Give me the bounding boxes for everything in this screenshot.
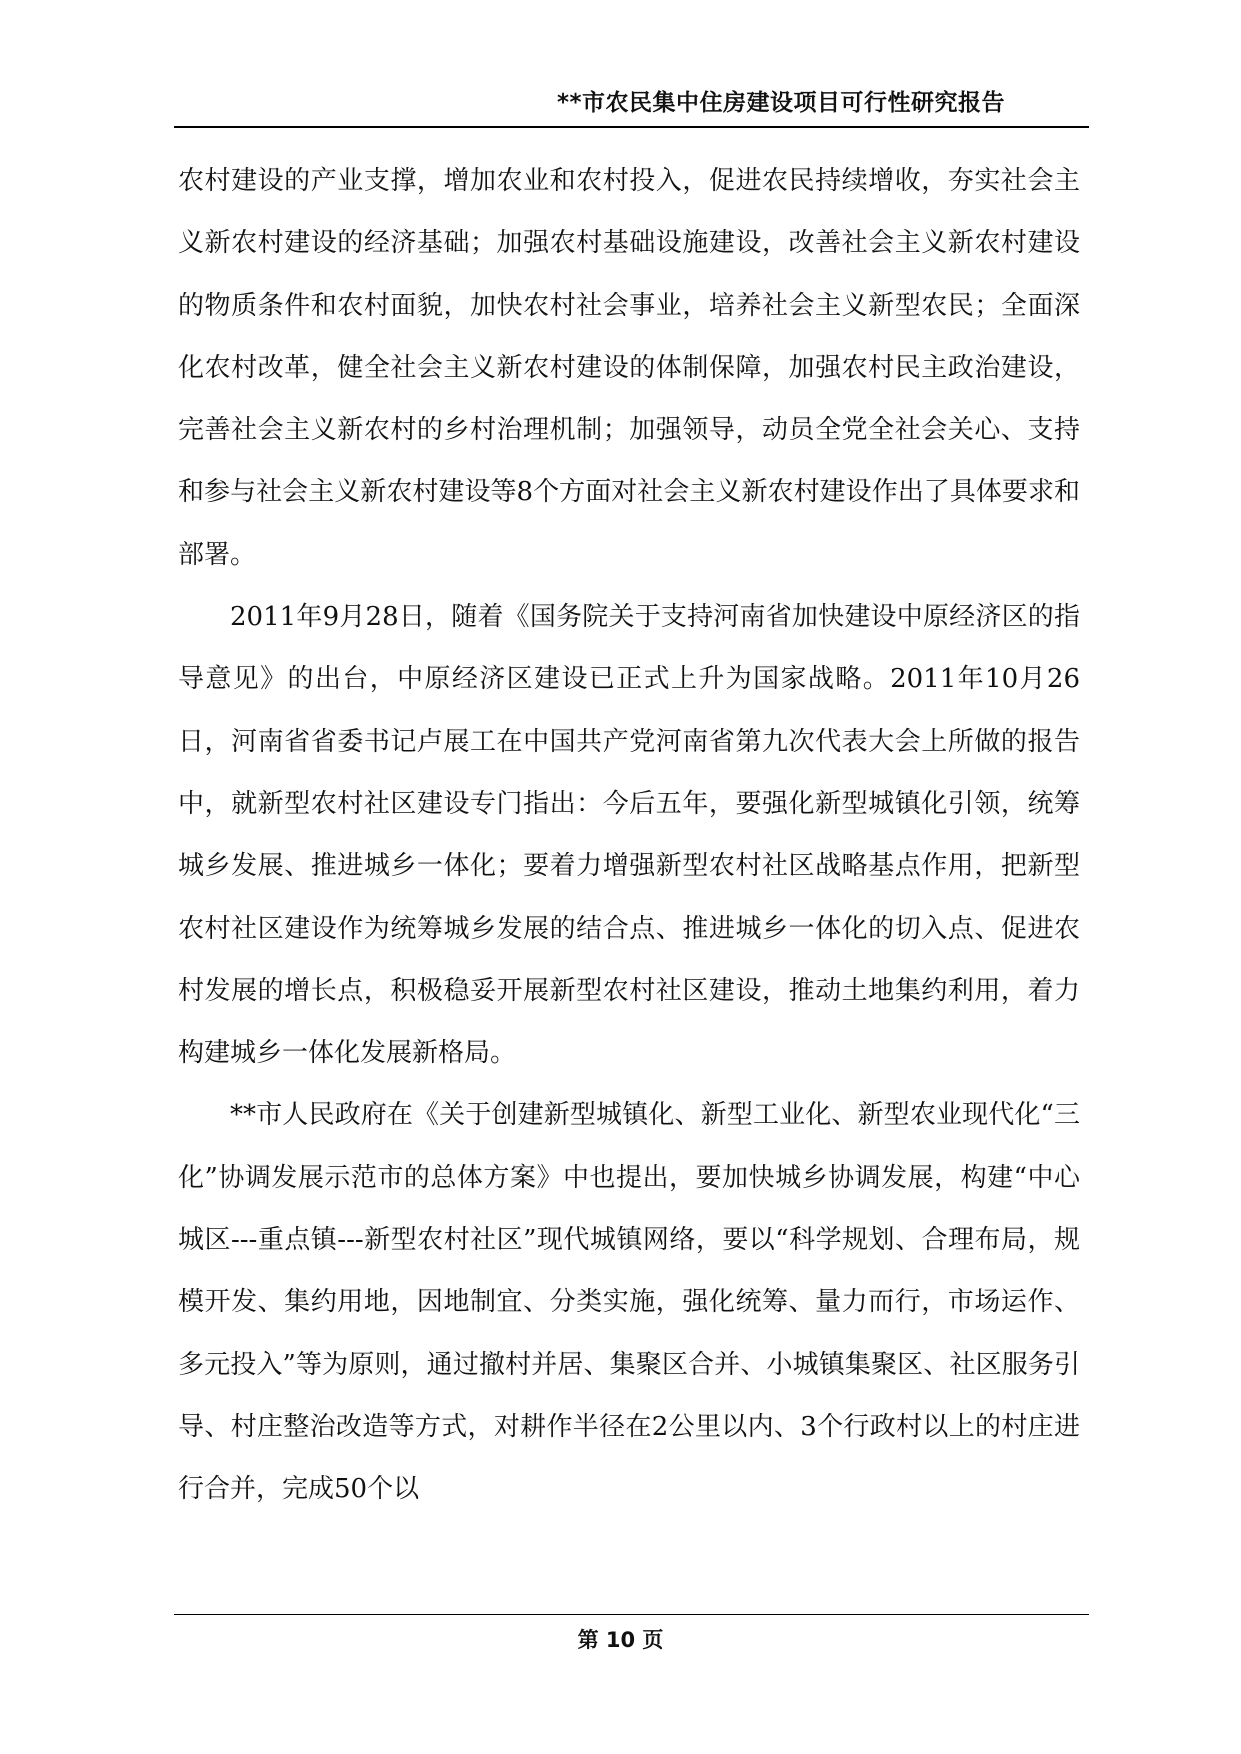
document-body	[178, 150, 1080, 1521]
document-title: **市农民集中住房建设项目可行性研究报告	[556, 90, 1005, 116]
header-divider	[174, 126, 1089, 128]
paragraph: 2011年9月28日，随着《国务院关于支持河南省加快建设中原经济区的指导意见》的出台，中原经济区建设已正式上升为国家战略。2011年10月26日，河南省省委书记卢展工在中国共产党河南省第九次代表大会上所做的报告中，就新型农村社区建设专门指出：今后五年，要强化新型城镇化引领，统筹城乡发展、推进城乡一体化；要着力增强新型农村社区战略基点作用，把新型农村社区建设作为统筹城乡发展的结合点、推进城乡一体化的切入点、促进农村发展的增长点，积极稳妥开展新型农村社区建设，推动土地集约利用，着力构建城乡一体化发展新格局。	[178, 602, 1080, 1069]
page-number: 第 10 页	[577, 1628, 664, 1652]
paragraph: **市人民政府在《关于创建新型城镇化、新型工业化、新型农业现代化“三化”协调发展示范市的总体方案》中也提出，要加快城乡协调发展，构建“中心城区---重点镇---新型农村社区”现代城镇网络，要以“科学规划、合理布局，规模开发、集约用地，因地制宜、分类实施，强化统筹、量力而行，市场运作、多元投入”等为原则，通过撤村并居、集聚区合并、小城镇集聚区、社区服务引导、村庄整治改造等方式，对耕作半径在2公里以内、3个行政村以上的村庄进行合并，完成50个以	[178, 1100, 1080, 1505]
paragraph: 农村建设的产业支撑，增加农业和农村投入，促进农民持续增收，夯实社会主义新农村建设的经济基础；加强农村基础设施建设，改善社会主义新农村建设的物质条件和农村面貌，加快农村社会事业，培养社会主义新型农民；全面深化农村改革，健全社会主义新农村建设的体制保障，加强农村民主政治建设，完善社会主义新农村的乡村治理机制；加强领导，动员全党全社会关心、支持和参与社会主义新农村建设等8个方面对社会主义新农村建设作出了具体要求和部署。	[178, 166, 1080, 570]
footer-divider	[174, 1614, 1089, 1615]
